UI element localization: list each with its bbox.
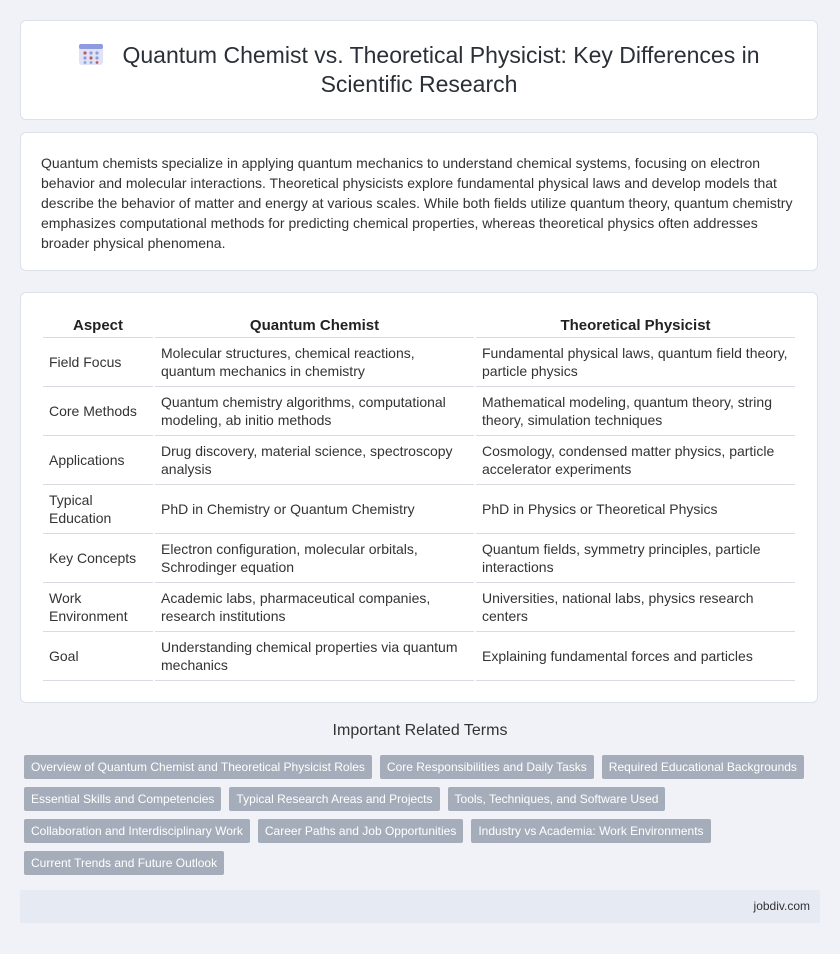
- aspect-cell: Core Methods: [43, 387, 153, 436]
- table-row: [43, 387, 795, 436]
- footer: [20, 890, 820, 923]
- theoretical-physicist-cell: Fundamental physical laws, quantum field theory, particle physics: [476, 338, 795, 387]
- header-quantum-chemist: Quantum Chemist: [155, 311, 474, 338]
- intro-paragraph: Quantum chemists specialize in applying quantum mechanics to understand chemical systems, focusing on electron behavior and molecular interactions. Theoretical physicists explore fundamental physical laws and develop models that describe the behavior of matter and energy at various scales. While both fields utilize quantum theory, quantum chemistry emphasizes computational methods for predicting chemical properties, whereas theoretical physics often addresses broader physical phenomena.: [41, 155, 793, 251]
- table-header-row: [43, 311, 795, 338]
- quantum-chemist-cell: Academic labs, pharmaceutical companies, research institutions: [155, 583, 474, 632]
- aspect-cell: Applications: [43, 436, 153, 485]
- header-theoretical-physicist: Theoretical Physicist: [476, 311, 795, 338]
- comparison-card: [20, 292, 818, 703]
- header-aspect: Aspect: [43, 311, 153, 338]
- aspect-cell: Typical Education: [43, 485, 153, 534]
- table-row: [43, 485, 795, 534]
- aspect-cell: Work Environment: [43, 583, 153, 632]
- intro-card: [20, 132, 818, 271]
- quantum-chemist-cell: Understanding chemical properties via quantum mechanics: [155, 632, 474, 681]
- related-term-tag[interactable]: Industry vs Academia: Work Environments: [471, 819, 710, 843]
- calendar-grid-icon: [78, 42, 104, 66]
- related-term-tag[interactable]: Current Trends and Future Outlook: [24, 851, 224, 875]
- quantum-chemist-cell: PhD in Chemistry or Quantum Chemistry: [155, 485, 474, 534]
- related-term-tag[interactable]: Essential Skills and Competencies: [24, 787, 221, 811]
- table-row: [43, 534, 795, 583]
- related-term-tag[interactable]: Collaboration and Interdisciplinary Work: [24, 819, 250, 843]
- quantum-chemist-cell: Molecular structures, chemical reactions, quantum mechanics in chemistry: [155, 338, 474, 387]
- theoretical-physicist-cell: Cosmology, condensed matter physics, particle accelerator experiments: [476, 436, 795, 485]
- related-terms-title: Important Related Terms: [332, 722, 508, 739]
- related-term-tag[interactable]: Tools, Techniques, and Software Used: [448, 787, 666, 811]
- theoretical-physicist-cell: Explaining fundamental forces and particles: [476, 632, 795, 681]
- theoretical-physicist-cell: PhD in Physics or Theoretical Physics: [476, 485, 795, 534]
- related-term-tag[interactable]: Core Responsibilities and Daily Tasks: [380, 755, 594, 779]
- aspect-cell: Field Focus: [43, 338, 153, 387]
- table-row: [43, 436, 795, 485]
- related-term-tag[interactable]: Career Paths and Job Opportunities: [258, 819, 463, 843]
- quantum-chemist-cell: Drug discovery, material science, spectroscopy analysis: [155, 436, 474, 485]
- table-row: [43, 632, 795, 681]
- aspect-cell: Goal: [43, 632, 153, 681]
- quantum-chemist-cell: Electron configuration, molecular orbitals, Schrodinger equation: [155, 534, 474, 583]
- theoretical-physicist-cell: Universities, national labs, physics research centers: [476, 583, 795, 632]
- related-term-tag[interactable]: Overview of Quantum Chemist and Theoretical Physicist Roles: [24, 755, 372, 779]
- related-term-tag[interactable]: Typical Research Areas and Projects: [229, 787, 439, 811]
- table-row: [43, 338, 795, 387]
- theoretical-physicist-cell: Mathematical modeling, quantum theory, string theory, simulation techniques: [476, 387, 795, 436]
- related-terms-tags: [24, 755, 824, 875]
- page-title-wrap: [59, 41, 779, 99]
- header-card: [20, 20, 818, 120]
- related-term-tag[interactable]: Required Educational Backgrounds: [602, 755, 804, 779]
- comparison-table: [41, 311, 797, 681]
- aspect-cell: Key Concepts: [43, 534, 153, 583]
- footer-site-link[interactable]: jobdiv.com: [753, 899, 810, 913]
- theoretical-physicist-cell: Quantum fields, symmetry principles, particle interactions: [476, 534, 795, 583]
- page-title: Quantum Chemist vs. Theoretical Physicist: Key Differences in Scientific Research: [122, 42, 760, 97]
- quantum-chemist-cell: Quantum chemistry algorithms, computational modeling, ab initio methods: [155, 387, 474, 436]
- table-row: [43, 583, 795, 632]
